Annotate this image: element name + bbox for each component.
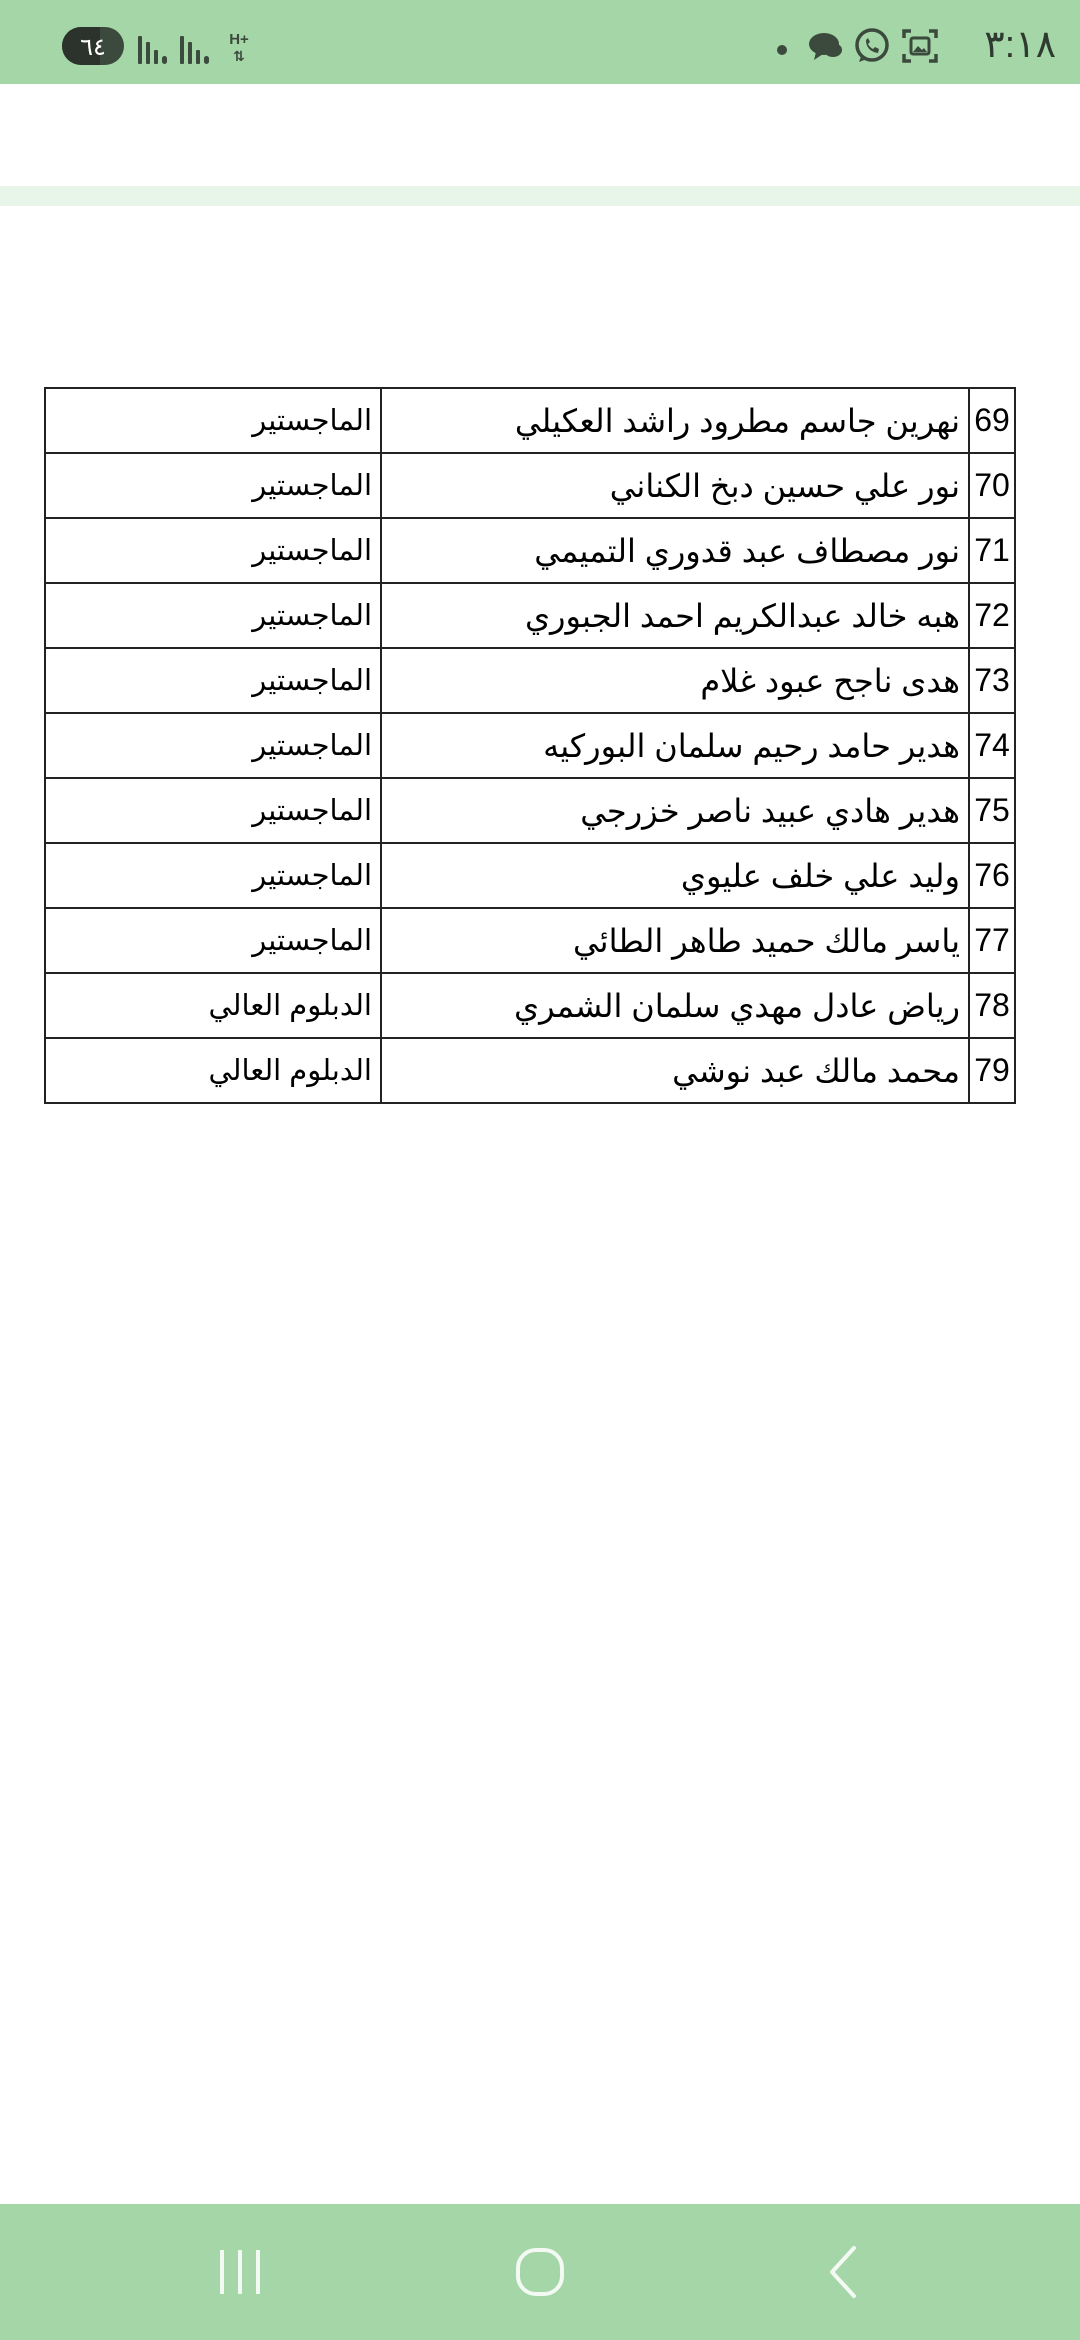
student-name-cell: هبه خالد عبدالكريم احمد الجبوري xyxy=(381,583,969,648)
student-name-cell: رياض عادل مهدي سلمان الشمري xyxy=(381,973,969,1038)
back-icon[interactable] xyxy=(814,2244,874,2300)
navigation-bar xyxy=(0,2204,1080,2340)
student-name-cell: نهرين جاسم مطرود راشد العكيلي xyxy=(381,388,969,453)
row-number-cell: 73 xyxy=(969,648,1015,713)
signal-icon xyxy=(138,34,172,64)
table-row xyxy=(45,583,1015,648)
recents-icon[interactable] xyxy=(210,2244,270,2300)
degree-cell: الماجستير xyxy=(45,713,381,778)
clock: ٣:١٨ xyxy=(984,24,1056,66)
table-row xyxy=(45,713,1015,778)
degree-cell: الماجستير xyxy=(45,583,381,648)
network-type-icon: H+ ⇅ xyxy=(224,32,254,72)
home-icon[interactable] xyxy=(510,2244,570,2300)
chat-bubble-icon xyxy=(806,26,846,66)
degree-cell: الماجستير xyxy=(45,908,381,973)
student-name-cell: هدير هادي عبيد ناصر خزرجي xyxy=(381,778,969,843)
row-number-cell: 79 xyxy=(969,1038,1015,1103)
toolbar-divider xyxy=(0,186,1080,206)
degree-cell: الماجستير xyxy=(45,388,381,453)
degree-cell: الدبلوم العالي xyxy=(45,1038,381,1103)
table-row xyxy=(45,908,1015,973)
degree-cell: الماجستير xyxy=(45,778,381,843)
degree-cell: الماجستير xyxy=(45,648,381,713)
signal-icon xyxy=(180,34,214,64)
row-number-cell: 71 xyxy=(969,518,1015,583)
row-number-cell: 69 xyxy=(969,388,1015,453)
student-name-cell: وليد علي خلف عليوي xyxy=(381,843,969,908)
table-row xyxy=(45,1038,1015,1103)
battery-indicator xyxy=(62,27,124,65)
table-row xyxy=(45,453,1015,518)
degree-cell: الماجستير xyxy=(45,843,381,908)
student-name-cell: محمد مالك عبد نوشي xyxy=(381,1038,969,1103)
row-number-cell: 74 xyxy=(969,713,1015,778)
table-row xyxy=(45,843,1015,908)
table-row xyxy=(45,648,1015,713)
degree-cell: الماجستير xyxy=(45,518,381,583)
table-row xyxy=(45,518,1015,583)
degree-cell: الماجستير xyxy=(45,453,381,518)
table-row xyxy=(45,778,1015,843)
student-name-cell: هدى ناجح عبود غلام xyxy=(381,648,969,713)
row-number-cell: 77 xyxy=(969,908,1015,973)
table-row xyxy=(45,973,1015,1038)
student-name-cell: نور علي حسين دبخ الكناني xyxy=(381,453,969,518)
degree-cell: الدبلوم العالي xyxy=(45,973,381,1038)
battery-level: ٦٤ xyxy=(80,34,106,61)
network-type-label: H+ xyxy=(229,31,249,48)
results-table xyxy=(44,387,1016,1104)
status-bar xyxy=(0,0,1080,84)
notification-dot-icon xyxy=(777,45,787,55)
table-row xyxy=(45,388,1015,453)
gallery-icon xyxy=(900,26,940,66)
whatsapp-icon xyxy=(852,26,892,66)
row-number-cell: 78 xyxy=(969,973,1015,1038)
row-number-cell: 72 xyxy=(969,583,1015,648)
row-number-cell: 75 xyxy=(969,778,1015,843)
student-name-cell: هدير حامد رحيم سلمان البوركيه xyxy=(381,713,969,778)
row-number-cell: 76 xyxy=(969,843,1015,908)
student-name-cell: ياسر مالك حميد طاهر الطائي xyxy=(381,908,969,973)
student-name-cell: نور مصطاف عبد قدوري التميمي xyxy=(381,518,969,583)
row-number-cell: 70 xyxy=(969,453,1015,518)
